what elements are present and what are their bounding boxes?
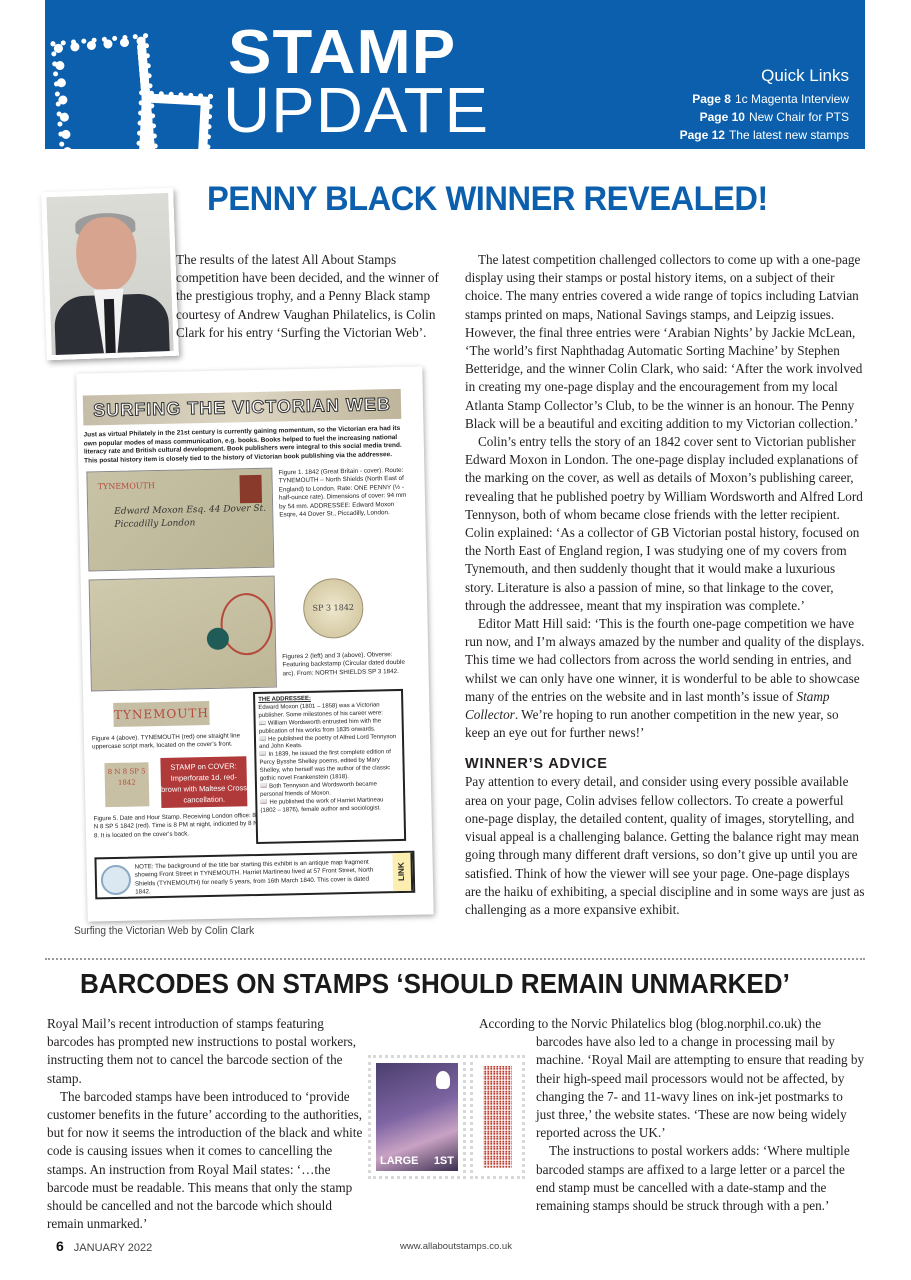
masthead-title-update: UPDATE: [223, 74, 490, 146]
figure-2-3-caption: Figures 2 (left) and 3 (above). Obverse: Featuring backstamp (Circular dated double arc). From: NORTH SHIELDS SP 3 1842.: [282, 651, 406, 678]
milestone-text: He published the work of Harriet Martineau (1802 – 1876), female author and sociologist.: [260, 797, 384, 814]
quick-links: [680, 66, 849, 144]
body-paragraph: The instructions to postal workers adds: ‘Where multiple barcoded stamps are affixed to a large letter or a parcel the end stamp must be cancelled with a date-stamp and the remaining stamps should be struck through with a pen.’: [536, 1143, 850, 1214]
milestone-text: In 1839, he issued the first complete edition of Percy Bysshe Shelley poems, edited by Mary Shelley, who herself was the author of the classic gothic novel Frankenstein (1818).: [259, 749, 391, 782]
portrait-photo-colin-clark: [41, 188, 179, 361]
quick-link-label: 1c Magenta Interview: [734, 92, 849, 106]
stamp-class-label: 1ST: [433, 1155, 454, 1167]
postmark-circle: [220, 593, 273, 656]
body-paragraph: Royal Mail’s recent introduction of stamps featuring barcodes has prompted new instructions to postal workers, instructing them not to cancel the barcode section of the stamp.: [47, 1016, 357, 1086]
milestone-item: 📖 William Wordsworth entrusted him with the publication of his works from 1835 onwards.: [258, 718, 382, 735]
body-paragraph: The barcoded stamps have been introduced to ‘provide customer benefits in the future’ according to the authorities, but for now it seems the introduction of the black and white code is causing issues when it comes to cancelling the stamps. An instruction from Royal Mail states: ‘…the barcode must be readable. This means that only the stamp should be cancelled and not the barcode which should remain unmarked.’: [47, 1088, 363, 1232]
cover-back-image: [89, 576, 277, 692]
figure-1-caption: Figure 1. 1842 (Great Britain - cover). Route: TYNEMOUTH – North Shields (North East of England) to London. Rate: ONE PENNY (½ - half-ounce rate). Dimensions of cover: 94 mm by 54 mm. ADDRESSEE: Edward Moxon Esqre, 44 Dover St., Piccadilly, London.: [278, 466, 407, 519]
body-paragraph-editor: [465, 615, 865, 742]
exhibit-intro: Just as virtual Philately in the 21st century is currently gaining momentum, so the Victorian era had its own popular modes of mass communication, e.g. books. Books helped to fuel the increasing national literacy rate and British cultural development. Book publishers were integral to this social media trend. This postal history item is closely tied to the history of Victorian book publishing via the addressee.: [83, 424, 402, 465]
cover-front-image: [86, 468, 274, 572]
subheading-winners-advice: WINNER’S ADVICE: [465, 756, 608, 773]
body-paragraph: The latest competition challenged collectors to come up with a one-page display using their stamps or postal history items, on a subject of their choice. The many entries covered a wide range of topics including Latvian stamps printed on maps, National Savings stamps, and Leipzig issues. However, the final three entries were ‘Arabian Nights’ by Jackie McLean, ‘The world’s first Naphthadag Automatic Sorting Machine’ by Stephen Betteridge, and the winner Colin Clark, who said: ‘After the work involved in creating my one-page display and the encouragement from my local Atlanta Stamp Collector’s Club, to be the winner is an honour. The Penny Black will be a beautiful and exciting addition to my Victorian collection.’: [465, 252, 863, 431]
addressee-box: [253, 689, 406, 844]
note-text: NOTE: The background of the title bar starting this exhibit is an antique map fragment showing Front Street in TYNEMOUTH. Harriet Martineau lived at 57 Front Street, North Shields (TYNEMOUTH) for nearly 5 years, from 16th March 1840. This cover is dated 1842.: [134, 858, 374, 896]
exhibit-caption: Surfing the Victorian Web by Colin Clark: [74, 925, 255, 937]
section-divider: [45, 958, 865, 960]
quick-link-label: The latest new stamps: [728, 128, 849, 142]
cover-address-script: Edward Moxon Esq. 44 Dover St. Piccadilly London: [114, 503, 267, 530]
queen-head-icon: [436, 1071, 450, 1089]
editor-text: Editor Matt Hill said: ‘This is the fourth one-page competition we have run now, and I’m always amazed by the number and quality of the displays. This time we had collectors from across the world sending in entries, and whilst we can only have one winner, it is wonderful to be able to showcase many of the entries on the website and in last month’s issue of: [465, 616, 865, 704]
figure-4-caption: Figure 4 (above). TYNEMOUTH (red) one straight line uppercase script mark, located on the cover’s front.: [91, 732, 241, 751]
quick-link-page-12[interactable]: [680, 126, 849, 144]
tynemouth-mark-image: TYNEMOUTH: [113, 701, 209, 727]
addressee-title: THE ADDRESSEE:: [258, 695, 312, 703]
milestone-item: 📖 In 1839, he issued the first complete edition of Percy Bysshe Shelley poems, edited by Mary Shelley, who herself was the author of the classic gothic novel Frankenstein (1818).: [259, 749, 391, 782]
stamp-artwork: [376, 1063, 458, 1171]
stamp-on-cover-box: STAMP on COVER: Imperforate 1d. red-brown with Maltese Cross cancellation.: [160, 756, 247, 808]
cover-tyne-mark: TYNEMOUTH: [97, 481, 156, 492]
portrait-face: [75, 216, 138, 292]
link-tab: LINK: [392, 853, 413, 891]
article-headline-barcodes: BARCODES ON STAMPS ‘SHOULD REMAIN UNMARKED’: [80, 968, 790, 999]
body-paragraph-lead: According to the Norvic Philatelics blog (blog.norphil.co.uk) the: [479, 1016, 822, 1031]
addressee-text: Edward Moxon (1801 – 1858) was a Victorian publisher. Some milestones of his career were:: [258, 702, 383, 719]
exhibit-title: SURFING THE VICTORIAN WEB: [83, 389, 402, 426]
milestone-item: 📖 He published the poetry of Alfred Lord Tennyson and John Keats.: [258, 733, 397, 751]
stamp-size-label: LARGE: [380, 1155, 419, 1167]
page-number: 6: [56, 1238, 64, 1254]
quick-link-label: New Chair for PTS: [748, 110, 849, 124]
masthead-title-stamp: STAMP: [228, 18, 457, 87]
backstamp-closeup: SP 3 1842: [303, 578, 364, 639]
masthead-banner: [45, 0, 865, 149]
issue-date: JANUARY 2022: [73, 1242, 153, 1254]
quick-link-page-10[interactable]: [680, 108, 849, 126]
stamp-outline-icon: [138, 93, 210, 149]
figure-5-caption: Figure 5. Date and Hour Stamp. Receiving London office: 8 N 8 SP 5 1842 (red). Time is 8 PM at night, indicated by 8 N 8. It is located on the cover’s back.: [93, 812, 258, 840]
article-intro: [176, 251, 451, 342]
quick-link-page: Page 12: [679, 128, 725, 142]
milestone-text: William Wordsworth entrusted him with the publication of his works from 1835 onwards.: [258, 718, 382, 735]
exhibit-page-image: [76, 366, 433, 921]
christmas-stamp-image: [368, 1055, 466, 1179]
barcodes-left-column: [47, 1015, 367, 1233]
milestone-item: 📖 He published the work of Harriet Martineau (1802 – 1876), female author and sociologist.: [260, 797, 384, 814]
wax-seal: [207, 628, 229, 650]
milestone-item: 📖 Both Tennyson and Wordsworth became personal friends of Moxon.: [259, 781, 378, 798]
date-stamp-image: 8 N 8 SP 5 1842: [104, 762, 149, 807]
quick-link-page: Page 10: [699, 110, 745, 124]
advice-paragraph: Pay attention to every detail, and consider using every possible available area on your page, Colin advises fellow collectors. To create a powerful one-page display, the detailed content, quality of images, storytelling, and visual appeal is a challenging balance. Getting the balance right may mean going through many different draft versions, so don’t give up until you are satisfied. Think of how the viewer will see your page. One-page displays are the haiku of exhibiting, a special discipline and in some ways are just as challenging as a more expansive exhibit.: [465, 774, 865, 917]
article-body-column: [465, 251, 865, 919]
body-paragraph: Colin’s entry tells the story of an 1842 cover sent to Victorian publisher Edward Moxon in London. The one-page display included explanations of the marking on the cover, as well as details of Moxon’s publishing career, revealing that he published poetry by William Wordsworth and Alfred Lord Tennyson, both of whom became close friends with the letter recipient. Colin explained: ‘As a collector of GB Victorian postal history, focused on the North East of England region, I was studying one of my covers from Tynemouth, and then suddenly thought that it would make a luxurious story. Literature is also a passion of mine, so that linkage to the cover, through the addressee, meant that my inspiration was complete.’: [465, 434, 863, 613]
magnifier-icon: [101, 865, 132, 896]
page-footer: [56, 1238, 152, 1254]
barcodes-right-column: [479, 1015, 865, 1215]
quick-links-title: Quick Links: [761, 66, 849, 85]
milestone-text: He published the poetry of Alfred Lord Tennyson and John Keats.: [259, 733, 397, 751]
quick-link-page-8[interactable]: [680, 90, 849, 108]
exhibit-note-box: [94, 851, 415, 900]
portrait-tie: [104, 299, 116, 359]
intro-paragraph: The results of the latest All About Stamps competition have been decided, and the winner of the prestigious trophy, and a Penny Black stamp courtesy of Andrew Vaughan Philatelics, is Colin Clark for his entry ‘Surfing the Victorian Web’.: [176, 252, 439, 340]
milestone-text: Both Tennyson and Wordsworth became personal friends of Moxon.: [260, 781, 378, 798]
wrapped-text: [536, 1033, 865, 1215]
quick-link-page: Page 8: [692, 92, 731, 106]
magazine-title: Stamp Collector: [465, 688, 830, 723]
editor-text: . We’re hoping to run another competition in the new year, so keep an eye out for further news!’: [465, 707, 839, 741]
article-headline-penny-black: PENNY BLACK WINNER REVEALED!: [207, 180, 768, 218]
body-paragraph: barcodes have also led to a change in processing mail by machine. ‘Royal Mail are attempting to ensure that reading by their high-speed mail processors would not be affected, by changing the 7- and 11-wavy lines on ink-jet postmarks to just three,’ the website states. ‘These are now being widely reported across the UK.’: [536, 1034, 865, 1141]
website-url[interactable]: www.allaboutstamps.co.uk: [400, 1241, 512, 1252]
penny-red-stamp: [239, 475, 262, 503]
